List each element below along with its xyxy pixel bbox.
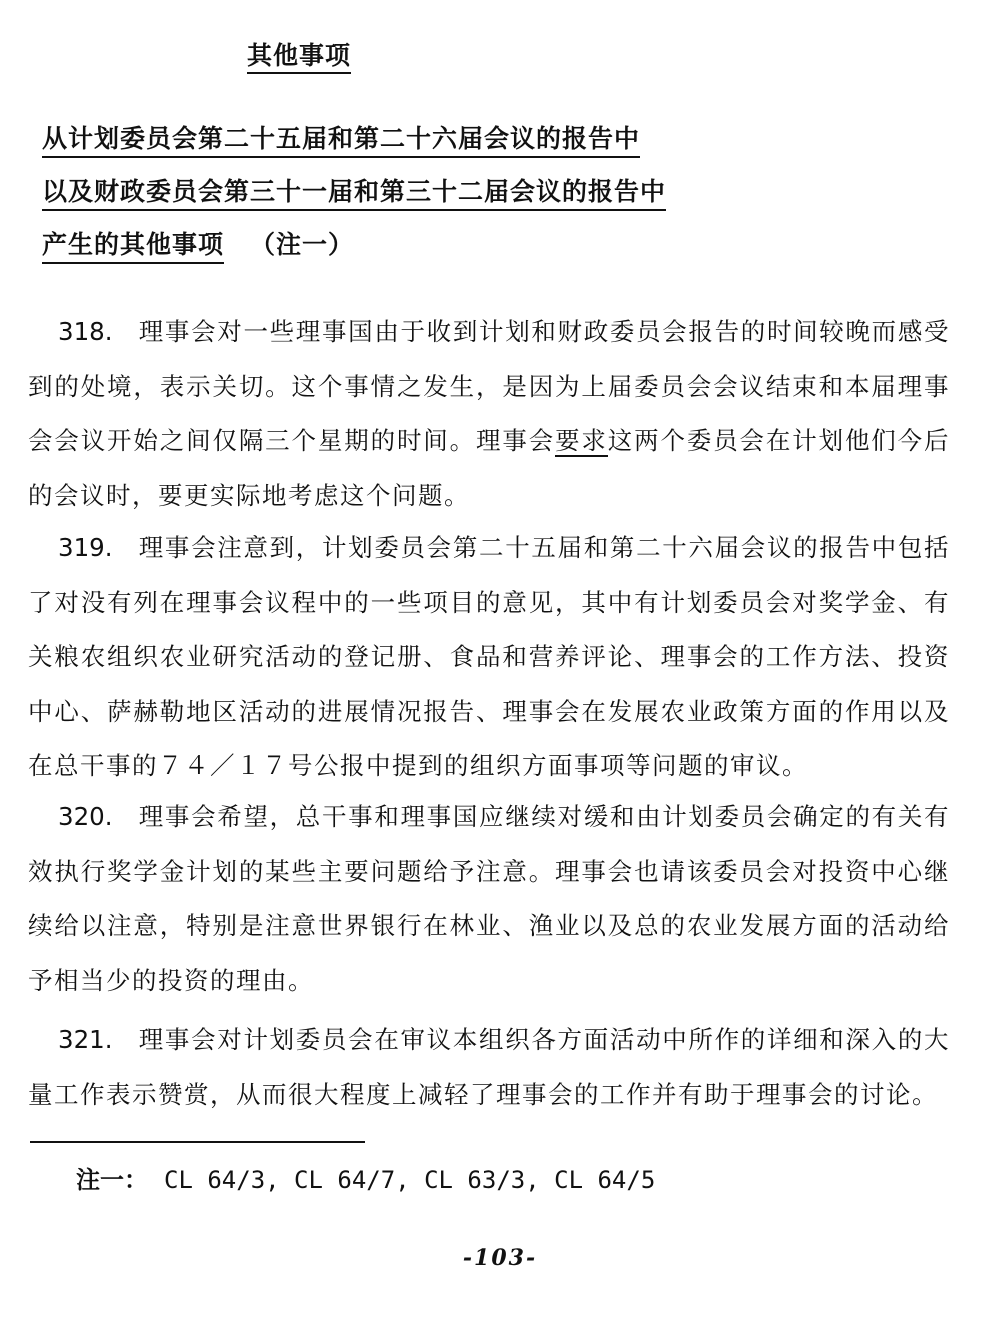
paragraph-number: 319. <box>58 533 113 562</box>
paragraph-number: 318. <box>58 317 113 346</box>
footnote-divider <box>30 1141 365 1143</box>
paragraph-text: 理事会对计划委员会在审议本组织各方面活动中所作的详细和深入的大量工作表示赞赏，从而很大程度上减轻了理事会的工作并有助于理事会的讨论。 <box>28 1025 950 1109</box>
heading-text-3: 产生的其他事项 <box>42 230 224 264</box>
page-number: -103- <box>462 1245 538 1271</box>
heading-line-1 <box>42 124 640 154</box>
paragraph-text: 理事会希望，总干事和理事国应继续对缓和由计划委员会确定的有关有效执行奖学金计划的某些主要问题给予注意。理事会也请该委员会对投资中心继续给以注意，特别是注意世界银行在林业、渔业以及总的农业发展方面的活动给予相当少的投资的理由。 <box>28 802 950 995</box>
paragraph-number: 321. <box>58 1025 113 1054</box>
heading-text-1: 从计划委员会第二十五届和第二十六届会议的报告中 <box>42 124 640 158</box>
paragraph-text: 理事会对一些理事国由于收到计划和财政委员会报告的时间较晚而感受到的处境，表示关切。这个事情之发生，是因为上届委员会会议结束和本届理事会会议开始之间仅隔三个星期的时间。理事会 <box>28 317 950 456</box>
paragraph-321 <box>28 1013 950 1122</box>
heading-text-2: 以及财政委员会第三十一届和第三十二届会议的报告中 <box>42 177 666 211</box>
paragraph-number: 320. <box>58 802 113 831</box>
heading-line-3 <box>42 230 354 260</box>
paragraph-text: 这两个委员会在计划他们今后的会议时，要更实际地考虑这个问题。 <box>28 426 951 510</box>
paragraph-318 <box>28 305 950 523</box>
heading-note-ref: （注一） <box>250 230 355 259</box>
footnote-refs: CL 64/3, CL 64/7, CL 63/3, CL 64/5 <box>164 1166 656 1194</box>
section-title: 其他事项 <box>247 42 351 74</box>
paragraph-text: 理事会注意到，计划委员会第二十五届和第二十六届会议的报告中包括了对没有列在理事会议程中的一些项目的意见，其中有计划委员会对奖学金、有关粮农组织农业研究活动的登记册、食品和营养评论、理事会的工作方法、投资中心、萨赫勒地区活动的进展情况报告、理事会在发展农业政策方面的作用以及在总干事的７４／１７号公报中提到的组织方面事项等问题的审议。 <box>28 533 950 781</box>
footnote <box>76 1160 655 1195</box>
heading-line-2 <box>42 177 666 207</box>
paragraph-320 <box>28 790 950 1008</box>
footnote-label: 注一： <box>76 1165 148 1194</box>
paragraph-emphasis: 要求 <box>555 426 608 456</box>
paragraph-319 <box>28 521 950 794</box>
